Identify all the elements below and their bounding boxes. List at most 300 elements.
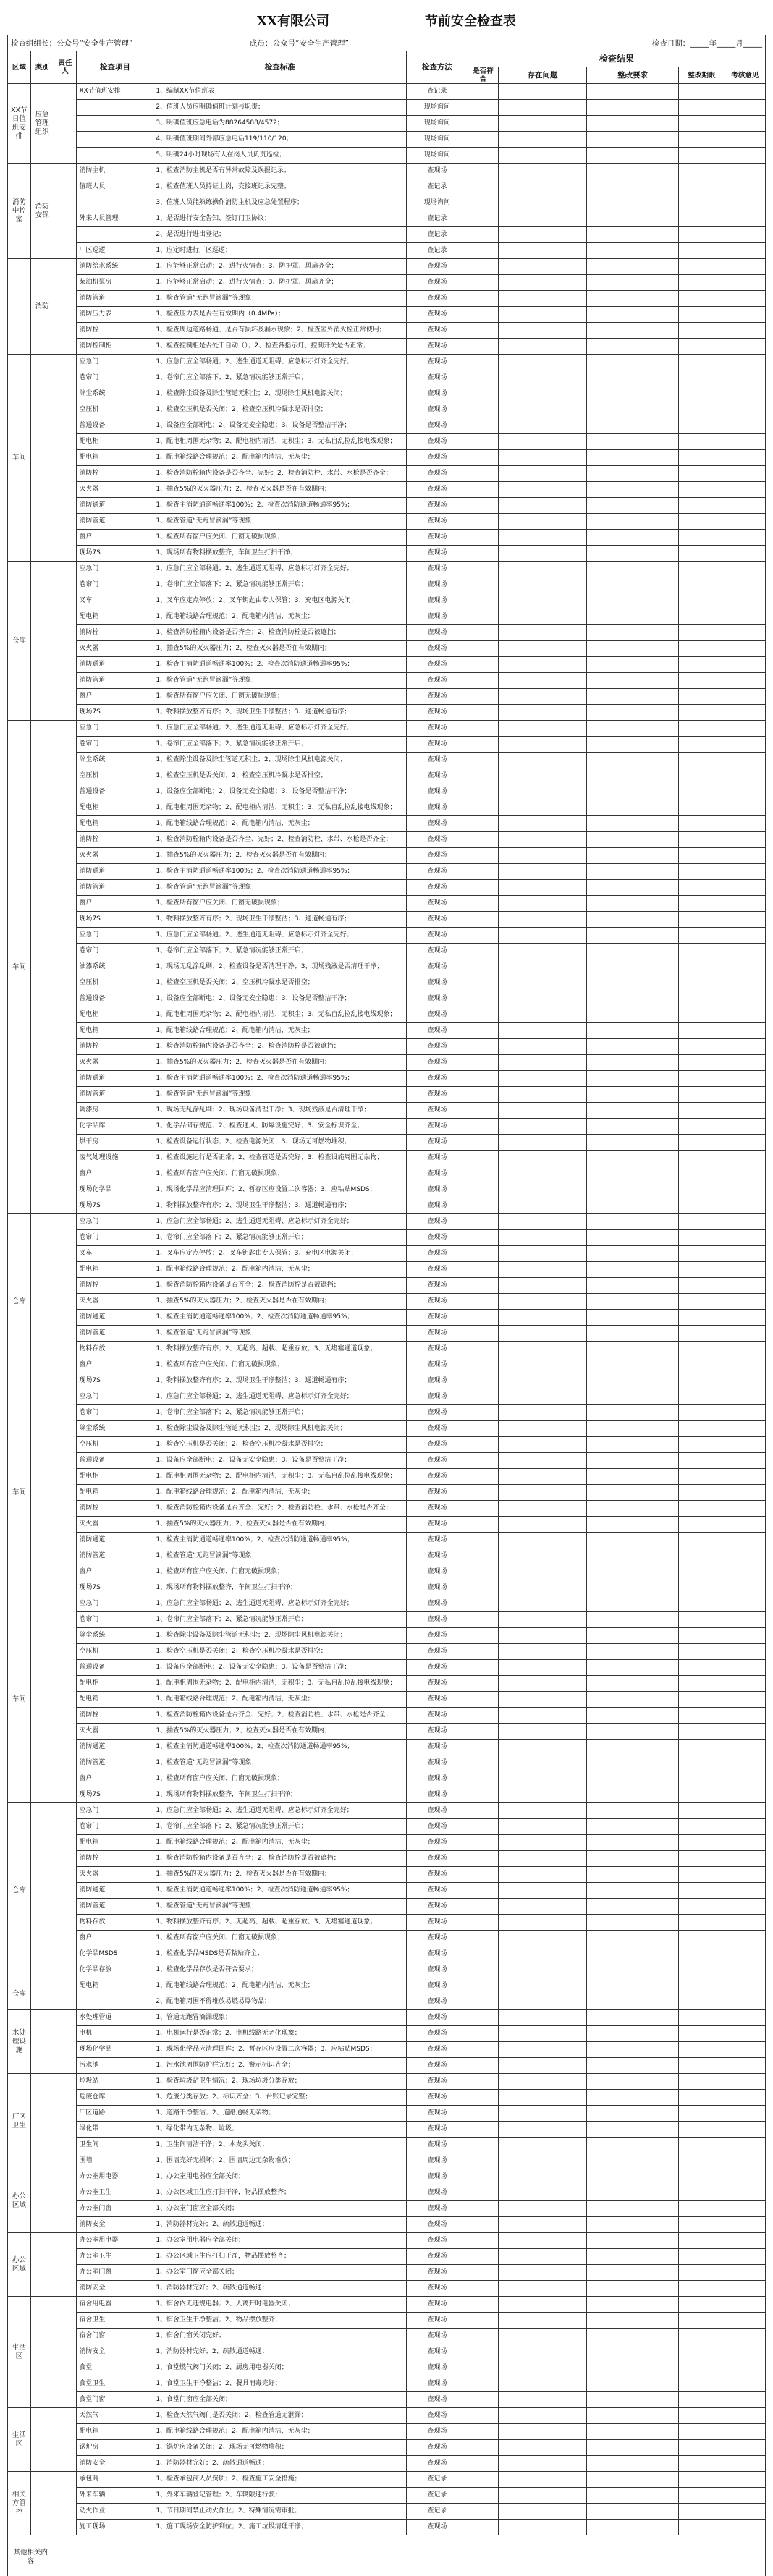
deadline-cell[interactable] (679, 1548, 725, 1564)
review-cell[interactable] (725, 418, 765, 434)
rectify-cell[interactable] (587, 2329, 679, 2344)
rectify-cell[interactable] (587, 1628, 679, 1644)
compliant-cell[interactable] (468, 1899, 498, 1915)
compliant-cell[interactable] (468, 1962, 498, 1978)
compliant-cell[interactable] (468, 466, 498, 482)
problem-cell[interactable] (499, 1978, 587, 1994)
rectify-cell[interactable] (587, 577, 679, 593)
problem-cell[interactable] (499, 1819, 587, 1835)
compliant-cell[interactable] (468, 1135, 498, 1151)
review-cell[interactable] (725, 1835, 765, 1851)
problem-cell[interactable] (499, 2090, 587, 2106)
rectify-cell[interactable] (587, 211, 679, 227)
compliant-cell[interactable] (468, 2169, 498, 2185)
rectify-cell[interactable] (587, 164, 679, 179)
deadline-cell[interactable] (679, 848, 725, 864)
deadline-cell[interactable] (679, 768, 725, 784)
deadline-cell[interactable] (679, 132, 725, 148)
rectify-cell[interactable] (587, 673, 679, 689)
deadline-cell[interactable] (679, 1628, 725, 1644)
rectify-cell[interactable] (587, 307, 679, 323)
deadline-cell[interactable] (679, 2344, 725, 2360)
rectify-cell[interactable] (587, 1803, 679, 1819)
review-cell[interactable] (725, 737, 765, 753)
review-cell[interactable] (725, 2058, 765, 2074)
problem-cell[interactable] (499, 2058, 587, 2074)
rectify-cell[interactable] (587, 1405, 679, 1421)
rectify-cell[interactable] (587, 1740, 679, 1755)
rectify-cell[interactable] (587, 116, 679, 132)
problem-cell[interactable] (499, 2344, 587, 2360)
rectify-cell[interactable] (587, 1644, 679, 1660)
owner-cell[interactable] (54, 1214, 77, 1389)
rectify-cell[interactable] (587, 657, 679, 673)
owner-cell[interactable] (54, 2472, 77, 2535)
rectify-cell[interactable] (587, 132, 679, 148)
review-cell[interactable] (725, 1501, 765, 1517)
review-cell[interactable] (725, 1071, 765, 1087)
problem-cell[interactable] (499, 2329, 587, 2344)
review-cell[interactable] (725, 1644, 765, 1660)
compliant-cell[interactable] (468, 1517, 498, 1533)
problem-cell[interactable] (499, 705, 587, 721)
compliant-cell[interactable] (468, 434, 498, 450)
rectify-cell[interactable] (587, 2217, 679, 2233)
deadline-cell[interactable] (679, 1501, 725, 1517)
compliant-cell[interactable] (468, 673, 498, 689)
review-cell[interactable] (725, 1437, 765, 1453)
rectify-cell[interactable] (587, 816, 679, 832)
compliant-cell[interactable] (468, 1580, 498, 1596)
review-cell[interactable] (725, 2456, 765, 2472)
compliant-cell[interactable] (468, 1119, 498, 1135)
compliant-cell[interactable] (468, 1724, 498, 1740)
deadline-cell[interactable] (679, 402, 725, 418)
review-cell[interactable] (725, 211, 765, 227)
compliant-cell[interactable] (468, 1166, 498, 1182)
deadline-cell[interactable] (679, 2058, 725, 2074)
rectify-cell[interactable] (587, 2058, 679, 2074)
problem-cell[interactable] (499, 2313, 587, 2329)
rectify-cell[interactable] (587, 1946, 679, 1962)
deadline-cell[interactable] (679, 275, 725, 291)
compliant-cell[interactable] (468, 1740, 498, 1755)
deadline-cell[interactable] (679, 84, 725, 100)
problem-cell[interactable] (499, 211, 587, 227)
review-cell[interactable] (725, 768, 765, 784)
problem-cell[interactable] (499, 928, 587, 944)
rectify-cell[interactable] (587, 1342, 679, 1357)
problem-cell[interactable] (499, 514, 587, 530)
problem-cell[interactable] (499, 148, 587, 164)
review-cell[interactable] (725, 275, 765, 291)
problem-cell[interactable] (499, 1007, 587, 1023)
rectify-cell[interactable] (587, 1421, 679, 1437)
owner-cell[interactable] (54, 259, 77, 355)
rectify-cell[interactable] (587, 2281, 679, 2297)
compliant-cell[interactable] (468, 1946, 498, 1962)
problem-cell[interactable] (499, 1119, 587, 1135)
rectify-cell[interactable] (587, 1166, 679, 1182)
problem-cell[interactable] (499, 737, 587, 753)
rectify-cell[interactable] (587, 1915, 679, 1931)
review-cell[interactable] (725, 2504, 765, 2520)
compliant-cell[interactable] (468, 593, 498, 609)
compliant-cell[interactable] (468, 1851, 498, 1867)
problem-cell[interactable] (499, 307, 587, 323)
deadline-cell[interactable] (679, 1962, 725, 1978)
compliant-cell[interactable] (468, 275, 498, 291)
compliant-cell[interactable] (468, 1023, 498, 1039)
problem-cell[interactable] (499, 1230, 587, 1246)
compliant-cell[interactable] (468, 562, 498, 577)
problem-cell[interactable] (499, 1135, 587, 1151)
compliant-cell[interactable] (468, 816, 498, 832)
rectify-cell[interactable] (587, 450, 679, 466)
compliant-cell[interactable] (468, 2201, 498, 2217)
compliant-cell[interactable] (468, 1373, 498, 1389)
problem-cell[interactable] (499, 275, 587, 291)
compliant-cell[interactable] (468, 2488, 498, 2504)
deadline-cell[interactable] (679, 1851, 725, 1867)
review-cell[interactable] (725, 1596, 765, 1612)
date-field[interactable]: 检查日期：_____年_____月_____ (651, 39, 762, 48)
deadline-cell[interactable] (679, 339, 725, 355)
compliant-cell[interactable] (468, 1915, 498, 1931)
problem-cell[interactable] (499, 1262, 587, 1278)
problem-cell[interactable] (499, 1851, 587, 1867)
deadline-cell[interactable] (679, 753, 725, 768)
deadline-cell[interactable] (679, 1612, 725, 1628)
deadline-cell[interactable] (679, 116, 725, 132)
problem-cell[interactable] (499, 2520, 587, 2535)
review-cell[interactable] (725, 323, 765, 339)
rectify-cell[interactable] (587, 2153, 679, 2169)
rectify-cell[interactable] (587, 1310, 679, 1326)
problem-cell[interactable] (499, 2360, 587, 2376)
deadline-cell[interactable] (679, 1437, 725, 1453)
review-cell[interactable] (725, 816, 765, 832)
deadline-cell[interactable] (679, 1596, 725, 1612)
problem-cell[interactable] (499, 721, 587, 737)
review-cell[interactable] (725, 1548, 765, 1564)
owner-cell[interactable] (54, 84, 77, 164)
rectify-cell[interactable] (587, 418, 679, 434)
problem-cell[interactable] (499, 991, 587, 1007)
rectify-cell[interactable] (587, 2026, 679, 2042)
rectify-cell[interactable] (587, 243, 679, 259)
review-cell[interactable] (725, 2281, 765, 2297)
compliant-cell[interactable] (468, 323, 498, 339)
problem-cell[interactable] (499, 1692, 587, 1708)
rectify-cell[interactable] (587, 928, 679, 944)
review-cell[interactable] (725, 195, 765, 211)
compliant-cell[interactable] (468, 84, 498, 100)
deadline-cell[interactable] (679, 2090, 725, 2106)
rectify-cell[interactable] (587, 1962, 679, 1978)
deadline-cell[interactable] (679, 928, 725, 944)
deadline-cell[interactable] (679, 1978, 725, 1994)
compliant-cell[interactable] (468, 1771, 498, 1787)
deadline-cell[interactable] (679, 1007, 725, 1023)
problem-cell[interactable] (499, 784, 587, 800)
compliant-cell[interactable] (468, 1469, 498, 1485)
problem-cell[interactable] (499, 800, 587, 816)
review-cell[interactable] (725, 2520, 765, 2535)
problem-cell[interactable] (499, 1962, 587, 1978)
review-cell[interactable] (725, 1135, 765, 1151)
deadline-cell[interactable] (679, 2153, 725, 2169)
rectify-cell[interactable] (587, 2392, 679, 2408)
compliant-cell[interactable] (468, 1421, 498, 1437)
review-cell[interactable] (725, 100, 765, 116)
deadline-cell[interactable] (679, 2106, 725, 2122)
review-cell[interactable] (725, 2440, 765, 2456)
owner-cell[interactable] (54, 2010, 77, 2074)
rectify-cell[interactable] (587, 2185, 679, 2201)
problem-cell[interactable] (499, 880, 587, 896)
problem-cell[interactable] (499, 1931, 587, 1946)
problem-cell[interactable] (499, 195, 587, 211)
problem-cell[interactable] (499, 1310, 587, 1326)
deadline-cell[interactable] (679, 912, 725, 928)
problem-cell[interactable] (499, 1437, 587, 1453)
review-cell[interactable] (725, 164, 765, 179)
review-cell[interactable] (725, 243, 765, 259)
rectify-cell[interactable] (587, 2249, 679, 2265)
deadline-cell[interactable] (679, 562, 725, 577)
deadline-cell[interactable] (679, 2217, 725, 2233)
rectify-cell[interactable] (587, 1007, 679, 1023)
deadline-cell[interactable] (679, 2297, 725, 2313)
problem-cell[interactable] (499, 1548, 587, 1564)
problem-cell[interactable] (499, 816, 587, 832)
review-cell[interactable] (725, 1453, 765, 1469)
problem-cell[interactable] (499, 1421, 587, 1437)
deadline-cell[interactable] (679, 195, 725, 211)
deadline-cell[interactable] (679, 1262, 725, 1278)
compliant-cell[interactable] (468, 689, 498, 705)
owner-cell[interactable] (54, 1596, 77, 1803)
deadline-cell[interactable] (679, 880, 725, 896)
rectify-cell[interactable] (587, 625, 679, 641)
compliant-cell[interactable] (468, 2217, 498, 2233)
problem-cell[interactable] (499, 2074, 587, 2090)
rectify-cell[interactable] (587, 2472, 679, 2488)
review-cell[interactable] (725, 2169, 765, 2185)
compliant-cell[interactable] (468, 514, 498, 530)
review-cell[interactable] (725, 2122, 765, 2138)
rectify-cell[interactable] (587, 737, 679, 753)
compliant-cell[interactable] (468, 1437, 498, 1453)
rectify-cell[interactable] (587, 1548, 679, 1564)
review-cell[interactable] (725, 832, 765, 848)
problem-cell[interactable] (499, 562, 587, 577)
problem-cell[interactable] (499, 1071, 587, 1087)
review-cell[interactable] (725, 609, 765, 625)
deadline-cell[interactable] (679, 1294, 725, 1310)
deadline-cell[interactable] (679, 1182, 725, 1198)
rectify-cell[interactable] (587, 1485, 679, 1501)
owner-cell[interactable] (54, 721, 77, 1214)
rectify-cell[interactable] (587, 100, 679, 116)
problem-cell[interactable] (499, 2504, 587, 2520)
review-cell[interactable] (725, 689, 765, 705)
rectify-cell[interactable] (587, 2090, 679, 2106)
compliant-cell[interactable] (468, 1548, 498, 1564)
rectify-cell[interactable] (587, 768, 679, 784)
review-cell[interactable] (725, 753, 765, 768)
review-cell[interactable] (725, 291, 765, 307)
problem-cell[interactable] (499, 864, 587, 880)
deadline-cell[interactable] (679, 2233, 725, 2249)
compliant-cell[interactable] (468, 530, 498, 546)
review-cell[interactable] (725, 1294, 765, 1310)
review-cell[interactable] (725, 2313, 765, 2329)
problem-cell[interactable] (499, 179, 587, 195)
rectify-cell[interactable] (587, 275, 679, 291)
review-cell[interactable] (725, 84, 765, 100)
problem-cell[interactable] (499, 1915, 587, 1931)
compliant-cell[interactable] (468, 1262, 498, 1278)
deadline-cell[interactable] (679, 370, 725, 386)
problem-cell[interactable] (499, 2185, 587, 2201)
problem-cell[interactable] (499, 1326, 587, 1342)
deadline-cell[interactable] (679, 737, 725, 753)
deadline-cell[interactable] (679, 991, 725, 1007)
compliant-cell[interactable] (468, 259, 498, 275)
deadline-cell[interactable] (679, 2440, 725, 2456)
compliant-cell[interactable] (468, 2313, 498, 2329)
compliant-cell[interactable] (468, 2026, 498, 2042)
compliant-cell[interactable] (468, 2440, 498, 2456)
compliant-cell[interactable] (468, 1230, 498, 1246)
problem-cell[interactable] (499, 1676, 587, 1692)
rectify-cell[interactable] (587, 1564, 679, 1580)
review-cell[interactable] (725, 2026, 765, 2042)
compliant-cell[interactable] (468, 2106, 498, 2122)
deadline-cell[interactable] (679, 673, 725, 689)
problem-cell[interactable] (499, 1946, 587, 1962)
compliant-cell[interactable] (468, 2344, 498, 2360)
review-cell[interactable] (725, 466, 765, 482)
review-cell[interactable] (725, 1119, 765, 1135)
deadline-cell[interactable] (679, 1580, 725, 1596)
problem-cell[interactable] (499, 1166, 587, 1182)
review-cell[interactable] (725, 577, 765, 593)
rectify-cell[interactable] (587, 1931, 679, 1946)
deadline-cell[interactable] (679, 1915, 725, 1931)
compliant-cell[interactable] (468, 1978, 498, 1994)
rectify-cell[interactable] (587, 1103, 679, 1119)
rectify-cell[interactable] (587, 784, 679, 800)
rectify-cell[interactable] (587, 259, 679, 275)
deadline-cell[interactable] (679, 2265, 725, 2281)
deadline-cell[interactable] (679, 1198, 725, 1214)
rectify-cell[interactable] (587, 800, 679, 816)
deadline-cell[interactable] (679, 1119, 725, 1135)
owner-cell[interactable] (54, 1389, 77, 1596)
problem-cell[interactable] (499, 1533, 587, 1548)
rectify-cell[interactable] (587, 148, 679, 164)
review-cell[interactable] (725, 1628, 765, 1644)
rectify-cell[interactable] (587, 1501, 679, 1517)
compliant-cell[interactable] (468, 928, 498, 944)
problem-cell[interactable] (499, 959, 587, 975)
deadline-cell[interactable] (679, 243, 725, 259)
problem-cell[interactable] (499, 1517, 587, 1533)
review-cell[interactable] (725, 132, 765, 148)
compliant-cell[interactable] (468, 2249, 498, 2265)
rectify-cell[interactable] (587, 434, 679, 450)
deadline-cell[interactable] (679, 1755, 725, 1771)
compliant-cell[interactable] (468, 1182, 498, 1198)
deadline-cell[interactable] (679, 2249, 725, 2265)
review-cell[interactable] (725, 2488, 765, 2504)
rectify-cell[interactable] (587, 2042, 679, 2058)
problem-cell[interactable] (499, 2153, 587, 2169)
rectify-cell[interactable] (587, 1883, 679, 1899)
deadline-cell[interactable] (679, 482, 725, 498)
rectify-cell[interactable] (587, 1978, 679, 1994)
rectify-cell[interactable] (587, 1835, 679, 1851)
review-cell[interactable] (725, 641, 765, 657)
problem-cell[interactable] (499, 1660, 587, 1676)
deadline-cell[interactable] (679, 2026, 725, 2042)
compliant-cell[interactable] (468, 1994, 498, 2010)
rectify-cell[interactable] (587, 546, 679, 562)
rectify-cell[interactable] (587, 1755, 679, 1771)
review-cell[interactable] (725, 1342, 765, 1357)
compliant-cell[interactable] (468, 721, 498, 737)
problem-cell[interactable] (499, 1182, 587, 1198)
problem-cell[interactable] (499, 1405, 587, 1421)
compliant-cell[interactable] (468, 355, 498, 370)
rectify-cell[interactable] (587, 2520, 679, 2535)
review-cell[interactable] (725, 2329, 765, 2344)
review-cell[interactable] (725, 2376, 765, 2392)
review-cell[interactable] (725, 1819, 765, 1835)
compliant-cell[interactable] (468, 2456, 498, 2472)
review-cell[interactable] (725, 227, 765, 243)
compliant-cell[interactable] (468, 2138, 498, 2153)
rectify-cell[interactable] (587, 1660, 679, 1676)
compliant-cell[interactable] (468, 641, 498, 657)
compliant-cell[interactable] (468, 1246, 498, 1262)
deadline-cell[interactable] (679, 2185, 725, 2201)
owner-cell[interactable] (54, 1978, 77, 2010)
remark-content[interactable] (54, 2535, 765, 2576)
compliant-cell[interactable] (468, 1692, 498, 1708)
compliant-cell[interactable] (468, 148, 498, 164)
problem-cell[interactable] (499, 2440, 587, 2456)
problem-cell[interactable] (499, 2376, 587, 2392)
rectify-cell[interactable] (587, 1198, 679, 1214)
deadline-cell[interactable] (679, 784, 725, 800)
review-cell[interactable] (725, 355, 765, 370)
rectify-cell[interactable] (587, 2010, 679, 2026)
deadline-cell[interactable] (679, 2520, 725, 2535)
rectify-cell[interactable] (587, 1692, 679, 1708)
problem-cell[interactable] (499, 450, 587, 466)
review-cell[interactable] (725, 2153, 765, 2169)
problem-cell[interactable] (499, 912, 587, 928)
problem-cell[interactable] (499, 944, 587, 959)
owner-cell[interactable] (54, 2408, 77, 2472)
problem-cell[interactable] (499, 243, 587, 259)
rectify-cell[interactable] (587, 848, 679, 864)
review-cell[interactable] (725, 1357, 765, 1373)
